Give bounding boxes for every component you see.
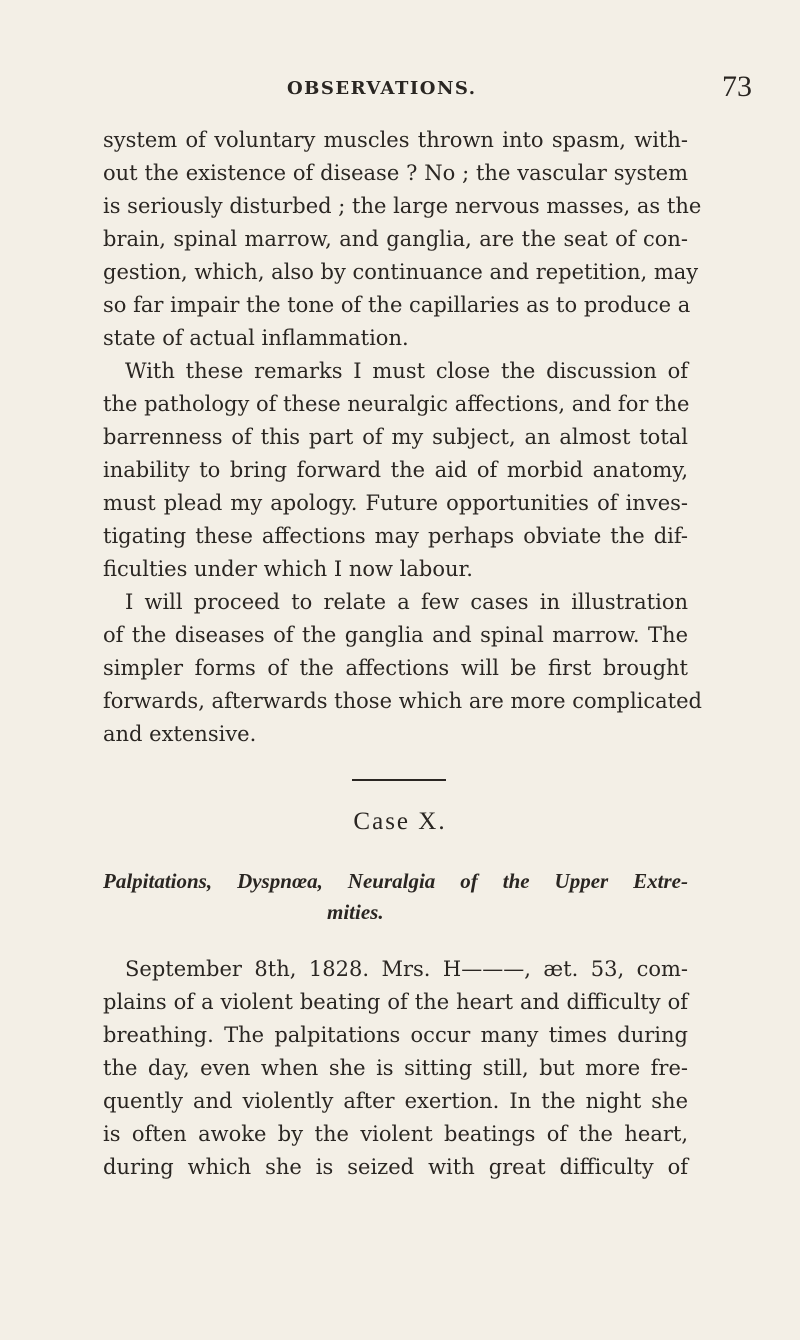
- text-line: the day, even when she is sitting still, but more fre-: [103, 1056, 688, 1080]
- running-head: OBSERVATIONS.: [287, 78, 477, 99]
- text-line: forwards, afterwards those which are more complicated: [103, 689, 702, 713]
- text-line: September 8th, 1828. Mrs. H———, æt. 53, com-: [125, 957, 688, 981]
- text-line: system of voluntary muscles thrown into spasm, with-: [103, 128, 688, 152]
- text-line: plains of a violent beating of the heart and difficulty of: [103, 990, 688, 1014]
- text-line: tigating these affections may perhaps obviate the dif-: [103, 524, 688, 548]
- paragraph-case-report: [103, 953, 688, 1184]
- text-line: ficulties under which I now labour.: [103, 557, 473, 581]
- case-title: [103, 866, 688, 928]
- text-line: and extensive.: [103, 722, 257, 746]
- text-line: gestion, which, also by continuance and repetition, may: [103, 260, 699, 284]
- text-line: the pathology of these neuralgic affections, and for the: [103, 392, 690, 416]
- case-title-line: mities.: [327, 900, 384, 924]
- paragraph-remarks: [103, 355, 688, 586]
- text-line: I will proceed to relate a few cases in illustration: [125, 590, 688, 614]
- text-block-case: [103, 953, 688, 1184]
- paragraph-proceed: [103, 586, 702, 751]
- text-line: so far impair the tone of the capillaries as to produce a: [103, 293, 691, 317]
- page-header: [0, 72, 800, 112]
- case-title-line: Palpitations, Dyspnœa, Neuralgia of the Upper Extre-: [103, 869, 688, 893]
- text-line: breathing. The palpitations occur many times during: [103, 1023, 688, 1047]
- text-line: is seriously disturbed ; the large nervous masses, as the: [103, 194, 702, 218]
- paragraph-spasm: [103, 124, 702, 355]
- text-line: must plead my apology. Future opportunities of inves-: [103, 491, 688, 515]
- text-line: inability to bring forward the aid of morbid anatomy,: [103, 458, 688, 482]
- text-line: is often awoke by the violent beatings of the heart,: [103, 1122, 688, 1146]
- text-line: barrenness of this part of my subject, an almost total: [103, 425, 688, 449]
- section-divider: [352, 779, 446, 781]
- text-line: With these remarks I must close the discussion of: [125, 359, 688, 383]
- case-heading: Case X.: [353, 808, 447, 835]
- text-block-upper: [103, 124, 702, 751]
- text-line: state of actual inflammation.: [103, 326, 409, 350]
- text-line: simpler forms of the affections will be first brought: [103, 656, 688, 680]
- page-number: 73: [722, 70, 752, 103]
- text-line: out the existence of disease ? No ; the vascular system: [103, 161, 688, 185]
- text-line: quently and violently after exertion. In the night she: [103, 1089, 688, 1113]
- text-line: during which she is seized with great difficulty of: [103, 1155, 688, 1179]
- text-line: brain, spinal marrow, and ganglia, are the seat of con-: [103, 227, 688, 251]
- text-line: of the diseases of the ganglia and spinal marrow. The: [103, 623, 688, 647]
